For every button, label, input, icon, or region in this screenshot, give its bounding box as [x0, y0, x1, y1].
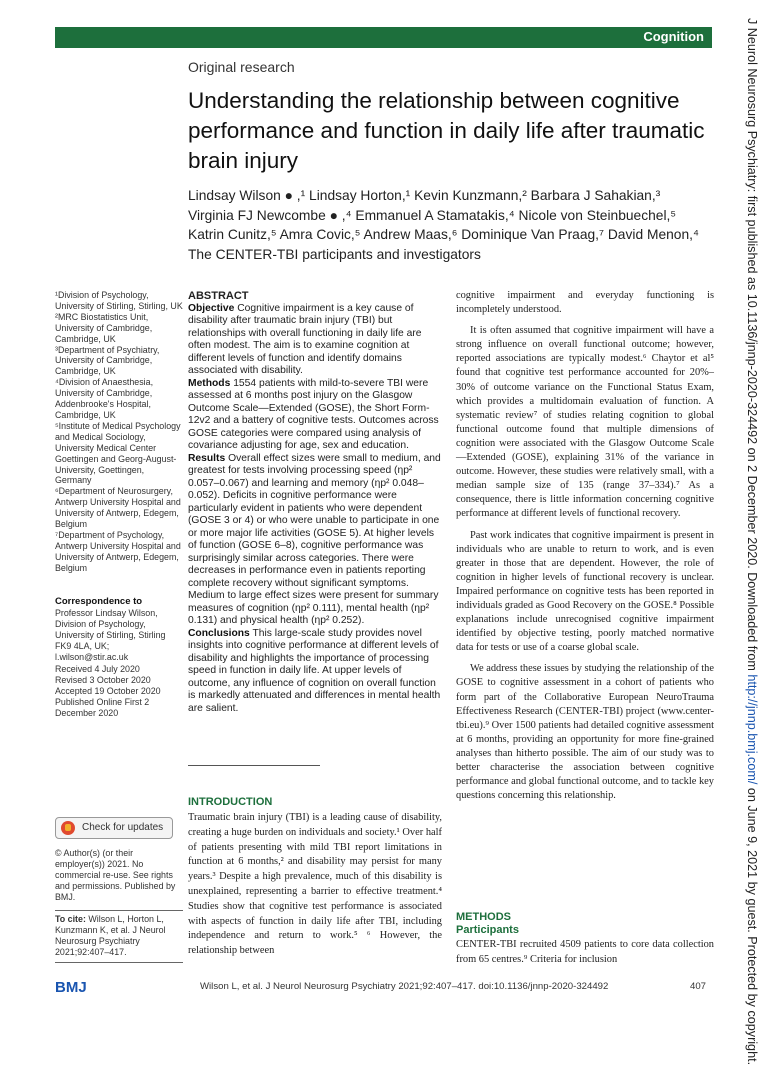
author-line: Katrin Cunitz,⁵ Amra Covic,⁵ Andrew Maas,⁶ Dominique Van Praag,⁷ David Menon,⁴	[188, 227, 699, 242]
author-list	[188, 186, 713, 264]
abstract-heading: ABSTRACT	[188, 290, 249, 302]
affiliation: ²MRC Biostatistics Unit, University of Cambridge, Cambridge, UK	[55, 311, 153, 344]
participants-subheading: Participants	[456, 924, 519, 936]
crossmark-icon	[61, 821, 75, 835]
body-paragraph: We address these issues by studying the relationship of the GOSE to cognitive assessment in a cohort of patients who form part of the Collaborative European NeuroTrauma Effectiveness Research (CENTER-TBI) project (www.center-tbi.eu).⁹ Over 1500 patients had detailed cognitive assessment at 6 months, providing an opportunity for more fine-grained analyses than hitherto possible. The aim of our study was to better characterise the association between cognitive performance and global functional outcome, and to tackle key questions concerning this relationship.	[456, 663, 714, 802]
side-download-note	[733, 18, 763, 1065]
cite-box	[55, 910, 183, 963]
abstract-objective: Objective Cognitive impairment is a key cause of disability after traumatic brain injury (TBI) but relationships with overall functioning in daily life are often modest. The aim is to examine cognition at different levels of function and identify domains associated with disability.	[188, 302, 422, 376]
side-note-text-after: on June 9, 2021 by guest. Protected by copyright.	[745, 784, 759, 1065]
section-label: Cognition	[643, 29, 704, 44]
abstract-methods: Methods 1554 patients with mild-to-severe TBI were assessed at 6 months post injury on the Glasgow Outcome Scale—Extended (GOSE), the Short Form-12v2 and a battery of cognitive tests. Outcomes across GOSE categories were compared using analysis of covariance adjusting for age, sex and education.	[188, 377, 439, 451]
footer-citation: Wilson L, et al. J Neurol Neurosurg Psychiatry 2021;92:407–417. doi:10.1136/jnnp-2020-324492	[200, 981, 609, 992]
body-paragraph: cognitive impairment and everyday functioning is incompletely understood.	[456, 290, 714, 316]
article-title: Understanding the relationship between cognitive performance and function in daily life after traumatic brain injury	[188, 88, 705, 173]
author-line: Lindsay Wilson ● ,¹ Lindsay Horton,¹ Kevin Kunzmann,² Barbara J Sahakian,³	[188, 188, 661, 203]
article-type: Original research	[188, 59, 295, 75]
affiliation: ⁴Division of Anaesthesia, University of Cambridge, Addenbrooke's Hospital, Cambridge, UK	[55, 377, 154, 420]
abstract-divider	[188, 765, 320, 766]
correspondence-text: Professor Lindsay Wilson, Division of Psychology, University of Stirling, Stirling FK9 4LA, UK; l.wilson@stir.ac.uk	[55, 608, 166, 662]
check-for-updates-label: Check for updates	[82, 822, 164, 833]
affiliation: ⁷Department of Psychology, Antwerp University Hospital and University of Antwerp, Edegem, Belgium	[55, 529, 181, 573]
body-paragraph: Past work indicates that cognitive impairment is present in individuals who are unable to return to work, and is even greater in those that are dependent. However, the role of cognition in higher levels of functional recovery is unclear. Impaired performance on cognitive tests has been reported in individuals graded as Good Recovery on the GOSE.⁸ Possible explanations include unrecognised cognitive impairment identified by objective testing, poorly matched normative data for tests or use of a coarse global scale.	[456, 529, 714, 654]
check-for-updates-button[interactable]	[55, 817, 173, 839]
page-number: 407	[690, 981, 707, 992]
correspondence-heading: Correspondence to	[55, 596, 143, 607]
abstract-results: Results Overall effect sizes were small to medium, and greatest for tests involving processing speed (ηp² 0.057–0.067) and learning and memory (ηp² 0.048–0.052). Deficits in cognitive performance were particularly evident in patients who were dependent (GOSE 3 or 4) or who were unable to participate in one or more major life activities (GOSE 5). At higher levels of function (GOSE 6–8), cognitive performance was surprisingly similar across categories. There were decreases in performance even in patients reporting complete recovery without significant symptoms. Medium to large effect sizes were present for summary measures of cognition (ηp² 0.111), mental health (ηp² 0.131) and physical health (ηp² 0.252).	[188, 452, 441, 626]
body-paragraph: It is often assumed that cognitive impairment will have a strong influence on overall functional outcome; however, reported associations are typically modest.⁶ Chaytor et al⁵ found that cognitive test performance accounted for 20%–30% of outcome variance on the Functional Status Exam, which provides a multidomain evaluation of function. A systematic review⁷ of studies relating cognition to global functional outcome found that multiple dimensions of cognition were associated with the Glasgow Outcome Scale—Extended (GOSE), explaining 31% of the variance in outcome. However, these studies were relatively small, with a median sample size of 135 (range 37–334).⁷ As a consequence, there is little information concerning cognitive performance at different levels of functional recovery.	[456, 325, 714, 520]
copyright-notice: © Author(s) (or their employer(s)) 2021. No commercial re-use. See rights and permissions. Published by BMJ.	[55, 848, 176, 902]
affiliation: ¹Division of Psychology, University of Stirling, Stirling, UK	[55, 290, 183, 311]
date-line: Received 4 July 2020	[55, 664, 140, 674]
abstract	[188, 290, 442, 715]
side-note-text: J Neurol Neurosurg Psychiatry: first published as 10.1136/jnnp-2020-324492 on 2 December 2020. Downloaded from	[745, 18, 759, 675]
affiliation: ⁵Institute of Medical Psychology and Medical Sociology, University Medical Center Goettingen and Georg-August-University, Goettingen, Germany	[55, 420, 181, 486]
introduction-heading: INTRODUCTION	[188, 796, 273, 808]
cite-text: Wilson L, Horton L, Kunzmann K, et al. J Neurol Neurosurg Psychiatry 2021;92:407–417.	[55, 914, 166, 957]
affiliation: ⁶Department of Neurosurgery, Antwerp University Hospital and University of Antwerp, Edegem, Belgium	[55, 486, 181, 530]
author-line: Virginia FJ Newcombe ● ,⁴ Emmanuel A Stamatakis,⁴ Nicole von Steinbuechel,⁵	[188, 207, 677, 223]
date-line: Revised 3 October 2020	[55, 674, 151, 685]
author-line: The CENTER-TBI participants and investigators	[188, 246, 481, 262]
body-column-right	[456, 289, 714, 810]
section-bar	[55, 27, 712, 48]
article-dates	[55, 664, 183, 719]
methods-text: CENTER-TBI recruited 4509 patients to core data collection from 65 centres.⁹ Criteria for inclusion	[456, 939, 714, 965]
affiliation: ³Department of Psychiatry, University of Cambridge, Cambridge, UK	[55, 344, 160, 377]
side-note-link[interactable]: http://jnnp.bmj.com/	[745, 674, 759, 785]
date-line: Accepted 19 October 2020	[55, 685, 161, 696]
cite-label: To cite:	[55, 914, 86, 924]
abstract-conclusions: Conclusions This large-scale study provides novel insights into cognitive performance at different levels of disability and highlights the importance of processing speed in function in daily life. At upper levels of outcome, any influence of cognition on overall function is markedly attenuated and differences in mental health are salient.	[188, 627, 441, 714]
affiliations	[55, 290, 183, 574]
methods-heading: METHODS	[456, 911, 511, 923]
bmj-logo: BMJ	[55, 979, 87, 996]
date-line: Published Online First 2 December 2020	[55, 696, 150, 718]
introduction-text: Traumatic brain injury (TBI) is a leading cause of disability, creating a huge burden on individuals and society.¹ Over half of patients presenting with mild TBI report limitations in function at 6 months,² and disability may persist for many years.³ Despite a high prevalence, much of this disability is unexplained, representing a barrier to effective treatment.⁴ Studies show that cognitive test performance is associated with aspects of function in daily life after TBI, including independence and return to work.⁵ ⁶ However, the relationship between	[188, 812, 442, 957]
